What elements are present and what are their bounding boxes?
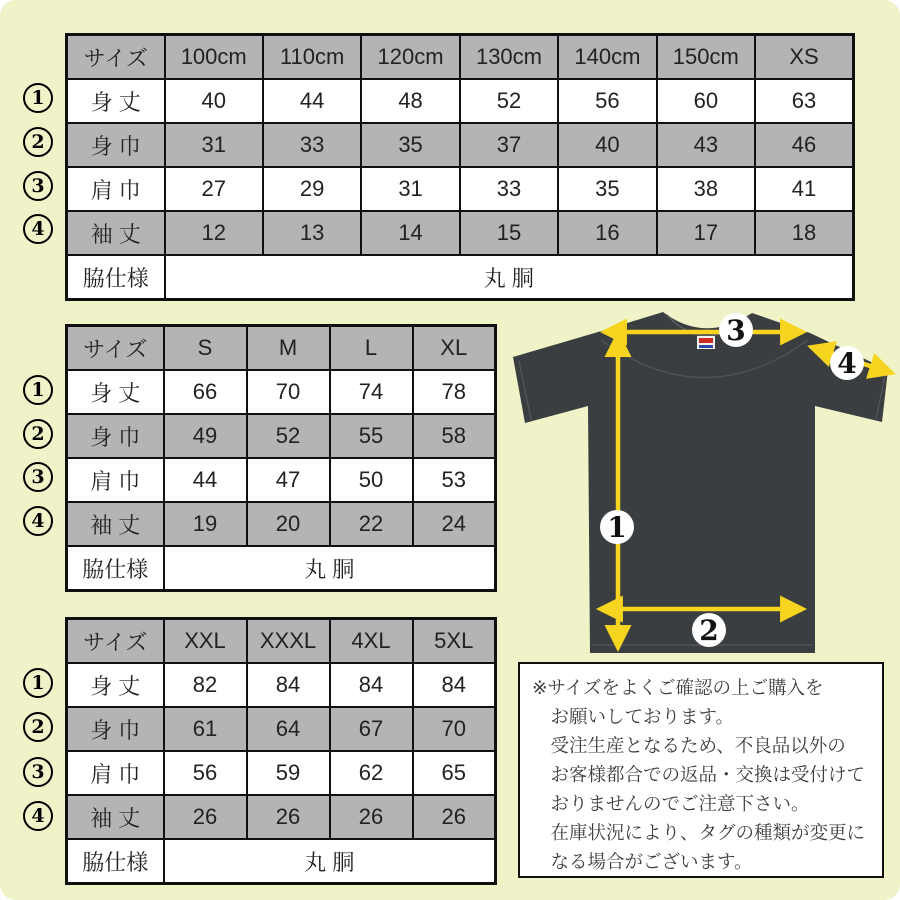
value-cell: 26	[164, 795, 247, 839]
table-row	[67, 795, 496, 839]
table-row	[67, 211, 854, 255]
value-cell: 31	[165, 123, 263, 167]
note-line: おりませんのでご注意下さい。	[532, 793, 810, 814]
header-cell: 130cm	[460, 35, 558, 80]
value-cell: 12	[165, 211, 263, 255]
table-row	[67, 751, 496, 795]
value-cell: 55	[330, 414, 413, 458]
header-cell: XS	[755, 35, 853, 80]
note-line: ※サイズをよくご確認の上ご購入を	[532, 677, 824, 698]
table-header-row	[67, 619, 496, 664]
row-marker-3: 3	[23, 757, 53, 787]
value-cell: 14	[361, 211, 459, 255]
svg-text:3: 3	[726, 314, 746, 347]
value-cell: 17	[657, 211, 755, 255]
value-cell: 62	[330, 751, 413, 795]
value-cell: 40	[558, 123, 656, 167]
row-marker-4: 4	[23, 506, 53, 536]
header-cell: 120cm	[361, 35, 459, 80]
header-cell: 4XL	[330, 619, 413, 664]
value-cell: 67	[330, 707, 413, 751]
label-cell: 身 巾	[67, 123, 165, 167]
purchase-note	[518, 662, 884, 878]
row-marker-2: 2	[23, 712, 53, 742]
row-marker-1: 1	[23, 375, 53, 405]
value-cell: 22	[330, 502, 413, 546]
header-cell: XL	[413, 326, 496, 371]
value-cell: 48	[361, 79, 459, 123]
value-cell: 70	[413, 707, 496, 751]
value-cell: 65	[413, 751, 496, 795]
svg-text:4: 4	[837, 347, 857, 380]
badge-1	[600, 510, 634, 544]
row-marker-1: 1	[23, 83, 53, 113]
value-cell: 29	[263, 167, 361, 211]
value-cell: 20	[247, 502, 330, 546]
header-cell: サイズ	[67, 35, 165, 80]
table-row	[67, 414, 496, 458]
note-line: なる場合がございます。	[532, 851, 753, 872]
value-cell: 52	[247, 414, 330, 458]
note-line: お客様都合での返品・交換は受付けて	[532, 764, 866, 785]
header-cell: XXL	[164, 619, 247, 664]
svg-text:1: 1	[607, 511, 627, 544]
note-line: 在庫状況により、タグの種類が変更に	[532, 822, 866, 843]
badge-2	[692, 613, 726, 647]
size-table-big	[65, 617, 497, 885]
header-cell: サイズ	[67, 326, 164, 371]
value-cell: 35	[558, 167, 656, 211]
label-cell: 肩 巾	[67, 167, 165, 211]
value-cell: 37	[460, 123, 558, 167]
value-cell: 60	[657, 79, 755, 123]
label-cell: 肩 巾	[67, 458, 164, 502]
value-cell: 18	[755, 211, 853, 255]
label-cell: 身 丈	[67, 663, 164, 707]
table-row	[67, 663, 496, 707]
badge-4	[830, 346, 864, 380]
value-cell: 16	[558, 211, 656, 255]
value-cell: 84	[330, 663, 413, 707]
row-marker-3: 3	[23, 171, 53, 201]
label-cell: 肩 巾	[67, 751, 164, 795]
note-line: 受注生産となるため、不良品以外の	[532, 735, 846, 756]
value-cell: 43	[657, 123, 755, 167]
neck-tag	[697, 336, 715, 349]
value-cell: 33	[460, 167, 558, 211]
value-cell: 52	[460, 79, 558, 123]
value-cell: 33	[263, 123, 361, 167]
header-cell: 110cm	[263, 35, 361, 80]
value-cell: 47	[247, 458, 330, 502]
header-cell: 150cm	[657, 35, 755, 80]
value-cell: 46	[755, 123, 853, 167]
header-cell: M	[247, 326, 330, 371]
value-cell: 40	[165, 79, 263, 123]
table-row	[67, 123, 854, 167]
value-cell: 35	[361, 123, 459, 167]
value-cell: 82	[164, 663, 247, 707]
value-cell: 27	[165, 167, 263, 211]
tshirt-measurement-diagram	[500, 300, 900, 660]
value-cell: 58	[413, 414, 496, 458]
label-cell: 袖 丈	[67, 795, 164, 839]
label-cell: 脇仕様	[67, 255, 165, 300]
value-cell: 50	[330, 458, 413, 502]
row-marker-4: 4	[23, 801, 53, 831]
value-cell: 41	[755, 167, 853, 211]
value-cell: 84	[413, 663, 496, 707]
value-cell: 31	[361, 167, 459, 211]
value-cell: 84	[247, 663, 330, 707]
value-cell: 74	[330, 370, 413, 414]
table-footer-row	[67, 255, 854, 300]
value-cell: 26	[247, 795, 330, 839]
value-cell: 66	[164, 370, 247, 414]
value-cell: 61	[164, 707, 247, 751]
label-cell: 身 巾	[67, 707, 164, 751]
value-cell: 19	[164, 502, 247, 546]
value-cell: 53	[413, 458, 496, 502]
header-cell: XXXL	[247, 619, 330, 664]
row-marker-1: 1	[23, 668, 53, 698]
label-cell: 身 丈	[67, 79, 165, 123]
table-footer-row	[67, 546, 496, 591]
table-row	[67, 79, 854, 123]
note-line: お願いしております。	[532, 706, 735, 727]
value-cell: 44	[164, 458, 247, 502]
table-footer-row	[67, 839, 496, 884]
header-cell: L	[330, 326, 413, 371]
value-cell: 59	[247, 751, 330, 795]
value-cell: 70	[247, 370, 330, 414]
header-cell: 5XL	[413, 619, 496, 664]
value-cell: 24	[413, 502, 496, 546]
value-cell: 15	[460, 211, 558, 255]
table-header-row	[67, 35, 854, 80]
row-marker-4: 4	[23, 214, 53, 244]
value-cell: 44	[263, 79, 361, 123]
label-cell: 袖 丈	[67, 502, 164, 546]
value-cell: 63	[755, 79, 853, 123]
value-cell: 56	[164, 751, 247, 795]
header-cell: S	[164, 326, 247, 371]
badge-3	[719, 313, 753, 347]
label-cell: 脇仕様	[67, 546, 164, 591]
table-row	[67, 458, 496, 502]
label-cell: 袖 丈	[67, 211, 165, 255]
label-cell: 脇仕様	[67, 839, 164, 884]
header-cell: 100cm	[165, 35, 263, 80]
label-cell: 身 巾	[67, 414, 164, 458]
table-row	[67, 502, 496, 546]
table-header-row	[67, 326, 496, 371]
row-marker-2: 2	[23, 127, 53, 157]
row-marker-2: 2	[23, 419, 53, 449]
table-row	[67, 370, 496, 414]
size-table-adult	[65, 324, 497, 592]
value-cell: 38	[657, 167, 755, 211]
value-cell: 26	[330, 795, 413, 839]
svg-text:2: 2	[699, 614, 719, 647]
table-row	[67, 707, 496, 751]
value-cell: 49	[164, 414, 247, 458]
value-cell: 26	[413, 795, 496, 839]
table-row	[67, 167, 854, 211]
value-cell: 丸 胴	[164, 546, 496, 591]
label-cell: 身 丈	[67, 370, 164, 414]
header-cell: 140cm	[558, 35, 656, 80]
row-marker-3: 3	[23, 462, 53, 492]
value-cell: 13	[263, 211, 361, 255]
value-cell: 78	[413, 370, 496, 414]
value-cell: 56	[558, 79, 656, 123]
size-table-kids	[65, 33, 855, 301]
value-cell: 丸 胴	[164, 839, 496, 884]
header-cell: サイズ	[67, 619, 164, 664]
value-cell: 64	[247, 707, 330, 751]
value-cell: 丸 胴	[165, 255, 854, 300]
